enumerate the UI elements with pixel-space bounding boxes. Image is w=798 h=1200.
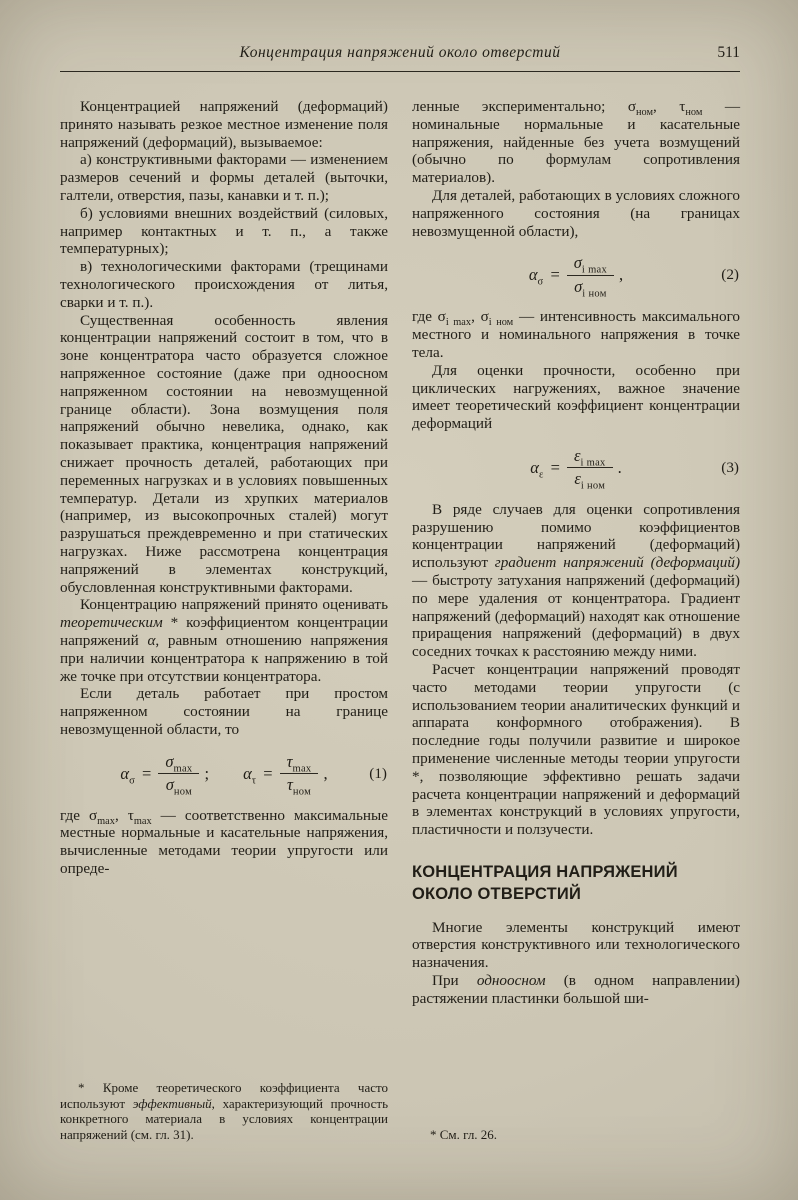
text-run: (в одном направлении) растяжении пластинки большой ши- [412,971,740,1007]
page-number: 511 [717,44,740,61]
math-symbol: $\sigma_{i max}$ [573,253,608,276]
subscript-symbol: i max [445,317,472,329]
text-run: — соответственно максимальные местные нормальные и касательные напряжения, вычисленные методами теории упругости или опреде- [60,806,388,878]
math-symbol: $\alpha_\sigma$ [120,763,136,787]
text-run: Многие элементы конструкций имеют отверстия конструктивного или технологического назначения. [412,918,740,972]
math-symbol: $\sigma_{ном}$ [165,775,193,798]
subscript-symbol: max [133,815,152,827]
formula-group [120,751,210,798]
text-run: , τ [653,98,686,115]
formula [60,751,388,798]
text-run: Концентрацией напряжений (деформаций) принято называть резкое местное изменение поля напряжений (деформаций), вызываемое: [60,98,388,151]
text-run: , τ [114,806,134,824]
text-run: В ряде случаев для оценки сопротивления разрушению помимо коэффициентов концентрации напряжений (деформаций) используют [412,500,740,572]
math-symbol: $\varepsilon_{i ном}$ [574,469,606,492]
math-symbol: $\varepsilon_{i max}$ [573,445,606,469]
formula [412,253,740,300]
formula-body [120,751,328,798]
paragraph [412,501,740,661]
paragraph [60,151,388,204]
paragraph [412,661,740,839]
formula-number: (3) [721,458,739,476]
formula-separator: . [617,457,622,477]
equals-sign: = [263,763,273,783]
subscript-symbol: ном [636,107,654,119]
paragraph [60,596,388,685]
text-run: , равным отношению напряжения при наличии концентратора к напряжению в той же точке при отсутствии концентратора. [60,631,389,685]
math-symbol: $\alpha_\sigma$ [528,265,544,288]
text-run: — быстроту затухания напряжений (деформаций) по мере удаления от концентратора. Градиент напряжений (деформаций) находят как отношение приращения напряжений (деформаций) в двух соседних точках к расстоянию между ними. [412,572,740,661]
paragraph [60,312,388,597]
two-column-text-block [60,98,740,1142]
equals-sign: = [550,457,560,477]
formula-group [530,445,622,492]
math-symbol: $\tau_{ном}$ [286,775,312,798]
text-run: а) конструктивными факторами — изменением размеров сечений и формы деталей (выточки, галтели, отверстия, пазы, канавки и т. п.); [60,151,388,204]
fraction [567,253,614,300]
text-run: — интенсивность максимального местного и номинального напряжения в точке тела. [412,308,741,361]
formula-separator: ; [204,763,210,783]
text-run: Если деталь работает при простом напряженном состоянии на границе невозмущенной области, то [60,685,388,738]
text-run: , σ [471,308,489,326]
paragraph [60,807,388,878]
paragraph [60,205,388,258]
formula-body [530,445,622,492]
paragraph [412,362,740,433]
text-run: в) технологическими факторами (трещинами технологического происхождения от литья, сварки и т. п.). [60,258,388,311]
paragraph [412,972,740,1008]
right-column [412,98,740,1142]
fraction [280,751,319,798]
text-run: Для деталей, работающих в условиях сложного напряженного состояния (на границах невозмущенной области), [412,186,740,240]
formula-group [528,253,624,300]
text-run: Расчет концентрации напряжений проводят часто методами теории упругости (с использованием теории аналитических функций и аппарата конформного отображения). В последние годы получили развитие и широкое применение численные методы теории упругости *, позволяющие эффективно решать задачи расчета концентрации напряжений и деформаций в элементах конструкций в условиях упругости, пластичности и ползучести. [412,661,740,839]
text-run: ленные экспериментально; σ [412,98,637,115]
text-run: * коэффициентом концентрации напряжений [60,614,388,649]
text-run: , характеризующий прочность конкретного материала в условиях концентрации напряжений (см. гл. 31). [60,1095,388,1142]
paragraph [412,308,740,361]
math-symbol: $\alpha_\tau$ [243,763,257,787]
text-run: Существенная особенность явления концентрации напряжений состоит в том, что в зоне концентратора часто образуется сложное напряженное состояние (даже при одноосном напряженном состоянии на невозмущенной границе области). Зона возмущения поля напряжений обычно невелика, однако, как показывает практика, концентрация напряжений снижает прочность деталей, работающих при переменных нагрузках и в условиях повышенных температур. Детали из хрупких материалов (например, из высокопрочных сталей) могут разрушаться преждевременно и при статических нагрузках. Ниже рассмотрена концентрация напряжений в элементах конструкций, обусловленная конструктивными факторами. [60,311,388,596]
math-symbol: $\alpha_\varepsilon$ [530,457,544,481]
subscript-symbol: max [97,815,115,827]
formula-body [528,253,624,300]
formula-separator: , [619,265,624,285]
text-run: — номинальные нормальные и касательные напряжения, найденные без учета возмущений (обычно по формулам сопротивления материалов). [412,98,741,187]
paragraph [60,685,388,738]
formula-separator: , [323,763,328,783]
text-run: градиент напряжений (деформаций) [494,554,741,572]
text-run: Для оценки прочности, особенно при циклических нагружениях, важное значение имеет теоретический коэффициент концентрации деформаций [412,361,740,433]
footnote [412,1127,740,1142]
text-run: теоретическим [60,614,163,632]
text-run: эффективный [132,1095,212,1111]
text-run: где σ [412,308,446,326]
footnote [60,1080,388,1142]
text-run: * Кроме теоретического коэффициента часто используют [60,1080,388,1111]
text-run: одноосном [476,971,546,989]
page-header [60,44,740,66]
section-heading: КОНЦЕНТРАЦИЯ НАПРЯЖЕНИЙ ОКОЛО ОТВЕРСТИЙ [412,862,678,904]
paragraph [60,98,388,151]
formula-group [243,751,328,798]
text-run: где σ [60,806,98,824]
equals-sign: = [142,763,152,783]
header-rule [60,71,740,72]
fraction [567,445,613,492]
paragraph [412,98,740,187]
paragraph [412,187,740,240]
equals-sign: = [550,265,560,285]
left-column [60,98,388,1142]
text-run: При [432,971,477,989]
subscript-symbol: ном [685,107,703,119]
paragraph [412,919,740,972]
math-symbol: $\tau_{max}$ [286,751,312,774]
formula-number: (1) [369,764,387,782]
text-run: * См. гл. 26. [430,1126,498,1142]
math-symbol: $\sigma_{i ном}$ [574,276,607,300]
text-run: Концентрацию напряжений принято оценивать [80,596,388,614]
fraction [158,751,199,798]
text-run: б) условиями внешних воздействий (силовых, например контактных и т. п., а также температурных); [60,204,388,258]
formula-number: (2) [721,266,739,284]
formula [412,445,740,492]
running-title: Концентрация напряжений около отверстий [239,44,561,61]
paragraph [60,258,388,311]
subscript-symbol: i ном [488,317,514,329]
text-run: α [147,631,156,649]
math-symbol: $\sigma_{max}$ [165,751,193,774]
